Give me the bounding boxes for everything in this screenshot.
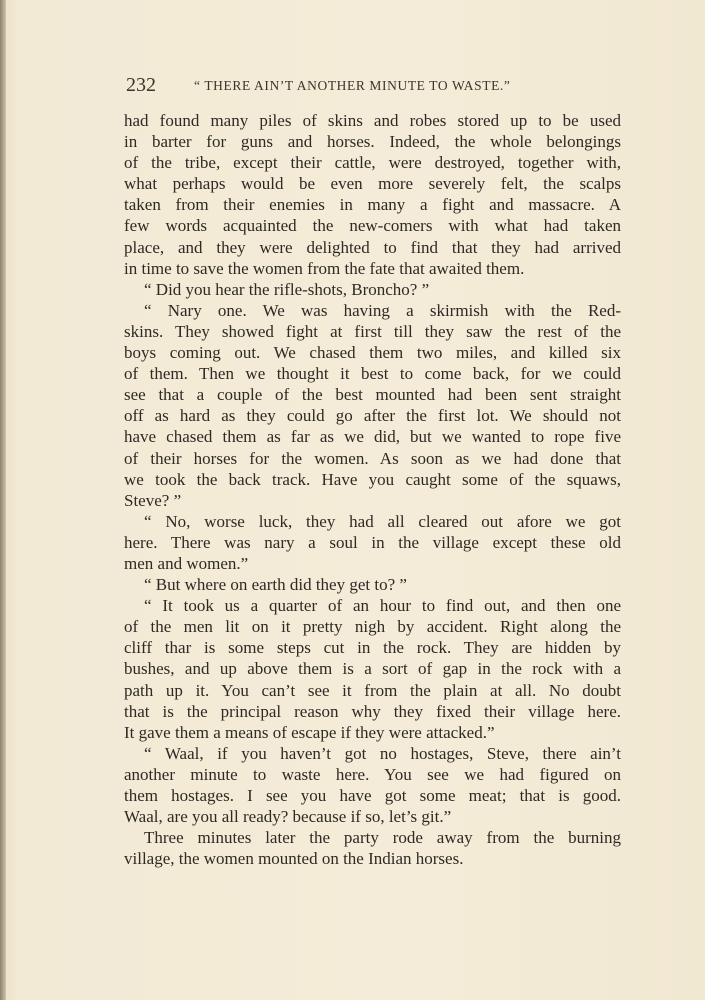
text-line: have chased them as far as we did, but we wanted to rope five bbox=[124, 427, 621, 447]
text-line: taken from their enemies in many a fight and massacre. A bbox=[124, 195, 621, 215]
text-line: “ It took us a quarter of an hour to find out, and then one bbox=[144, 596, 621, 616]
text-line: boys coming out. We chased them two miles, and killed six bbox=[124, 343, 621, 363]
text-line: cliff thar is some steps cut in the rock. They are hidden by bbox=[124, 638, 621, 658]
page-number: 232 bbox=[126, 74, 156, 96]
text-line: “ Nary one. We was having a skirmish with the Red- bbox=[144, 300, 621, 320]
text-line: had found many piles of skins and robes stored up to be used bbox=[124, 111, 621, 130]
text-line: “ But where on earth did they get to? ” bbox=[144, 575, 407, 595]
text-line: Three minutes later the party rode away from the burning bbox=[144, 828, 621, 848]
text-line: what perhaps would be even more severely felt, the scalps bbox=[124, 174, 621, 194]
text-line: in time to save the women from the fate that awaited them. bbox=[124, 258, 525, 278]
text-line: here. There was nary a soul in the village except these old bbox=[124, 532, 621, 552]
text-line: Steve? ” bbox=[124, 490, 182, 510]
text-line: in barter for guns and horses. Indeed, the whole belongings bbox=[124, 132, 621, 152]
text-line: we took the back track. Have you caught some of the squaws, bbox=[124, 469, 621, 489]
text-line: of them. Then we thought it best to come back, for we could bbox=[124, 364, 621, 384]
text-line: “ No, worse luck, they had all cleared out afore we got bbox=[144, 511, 621, 531]
text-line: village, the women mounted on the Indian horses. bbox=[124, 849, 464, 869]
text-line: few words acquainted the new-comers with what had taken bbox=[124, 216, 621, 236]
text-line: Waal, are you all ready? because if so, let’s git.” bbox=[124, 807, 452, 827]
text-line: see that a couple of the best mounted had been sent straight bbox=[124, 385, 621, 405]
text-line: them hostages. I see you have got some meat; that is good. bbox=[124, 786, 621, 805]
text-line: place, and they were delighted to find that they had arrived bbox=[124, 237, 621, 257]
text-line: bushes, and up above them is a sort of gap in the rock with a bbox=[124, 659, 621, 679]
text-line: of their horses for the women. As soon as we had done that bbox=[124, 448, 621, 468]
text-line: of the men lit on it pretty nigh by accident. Right along the bbox=[124, 617, 621, 637]
text-line: skins. They showed fight at first till they saw the rest of the bbox=[124, 321, 621, 341]
page-spine-edge bbox=[0, 0, 6, 1000]
text-line: off as hard as they could go after the first lot. We should not bbox=[124, 406, 621, 426]
body-text bbox=[124, 110, 621, 869]
text-line: path up it. You can’t see it from the plain at all. No doubt bbox=[124, 680, 621, 700]
text-line: men and women.” bbox=[124, 553, 249, 573]
text-line: “ Waal, if you haven’t got no hostages, Steve, there ain’t bbox=[144, 743, 621, 763]
text-line: another minute to waste here. You see we had figured on bbox=[124, 764, 621, 784]
text-line: “ Did you hear the rifle-shots, Broncho? ” bbox=[144, 279, 430, 299]
running-title: “ THERE AIN’T ANOTHER MINUTE TO WASTE.” bbox=[194, 78, 511, 93]
text-line: It gave them a means of escape if they were attacked.” bbox=[124, 722, 495, 742]
text-line: that is the principal reason why they fixed their village here. bbox=[124, 701, 621, 721]
text-line: of the tribe, except their cattle, were destroyed, together with, bbox=[124, 153, 621, 173]
page-header bbox=[126, 73, 621, 97]
